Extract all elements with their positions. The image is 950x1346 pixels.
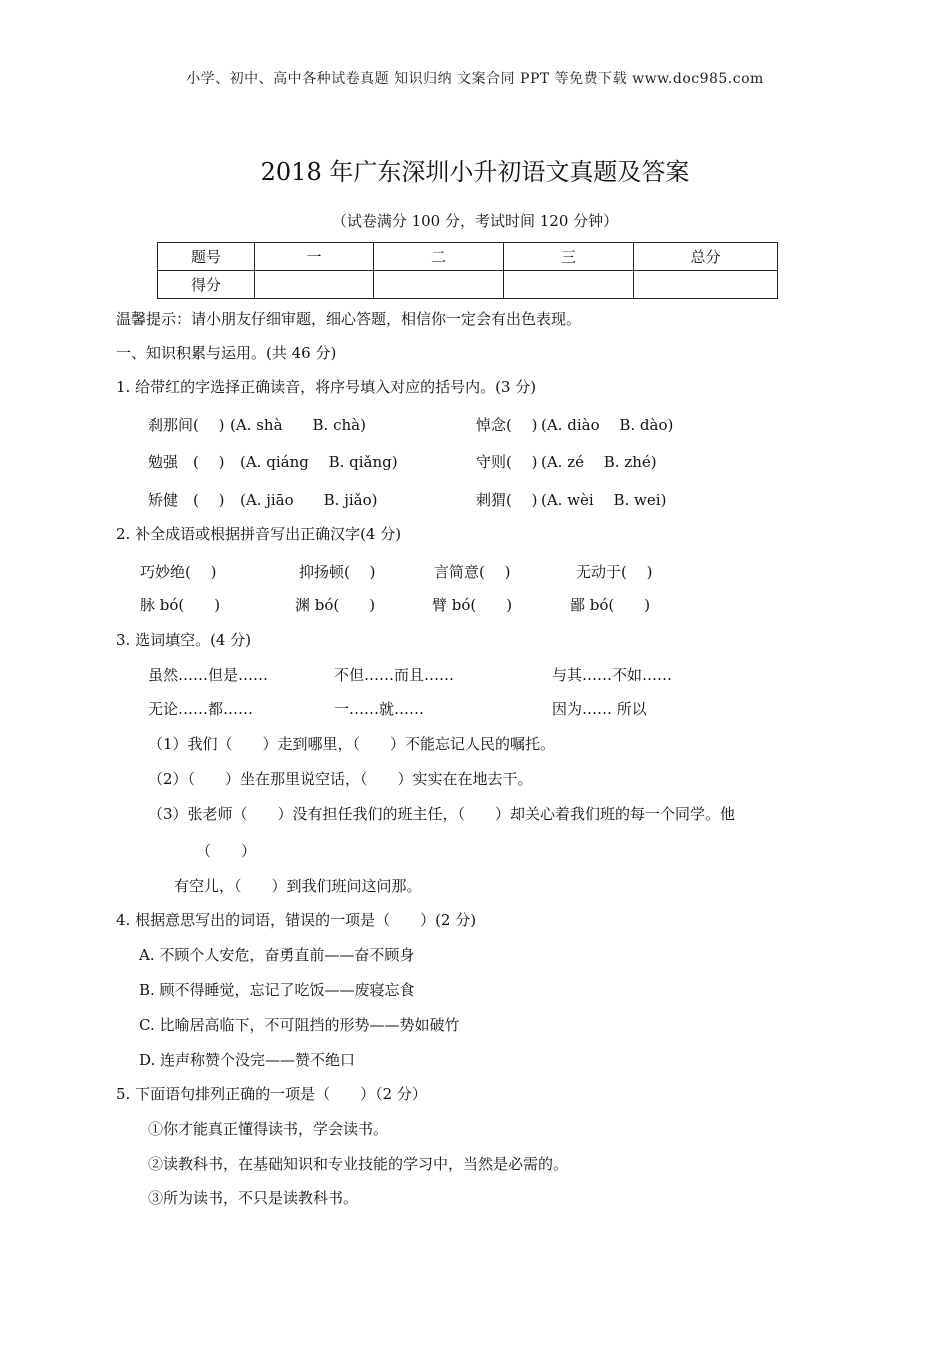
q5-line: ②读教科书，在基础知识和专业技能的学习中，当然是必需的。 [148,1155,569,1173]
q3-word-choice: 不但……而且…… [334,666,455,684]
q1-stem: 1. 给带红的字选择正确读音，将序号填入对应的括号内。(3 分) [116,378,537,396]
q2-stem: 2. 补全成语或根据拼音写出正确汉字(4 分) [116,525,402,543]
q2-item: 渊 bó( ) [295,596,376,614]
tip-text: 温馨提示：请小朋友仔细审题，细心答题，相信你一定会有出色表现。 [116,310,582,328]
q3-word-choice: 无论……都…… [148,700,254,718]
q2-item: 言简意( ) [434,563,511,581]
q4-option-d: D. 连声称赞个没完——赞不绝口 [139,1051,356,1069]
q2-item: 脉 bó( ) [140,596,221,614]
q3-stem: 3. 选词填空。(4 分) [116,631,252,649]
q1-item-word: 悼念( ) [476,416,538,434]
q2-item: 臂 bó( ) [432,596,513,614]
score-cell[interactable] [374,271,504,299]
exam-title: 2018 年广东深圳小升初语文真题及答案 [260,158,690,186]
q4-stem: 4. 根据意思写出的词语，错误的一项是（ ）(2 分) [116,911,477,929]
q1-item-options: (A. diào B. dào) [541,416,674,434]
table-cell: 二 [374,243,504,271]
q3-sentence: 有空儿，（ ）到我们班问这问那。 [174,877,422,895]
table-cell: 三 [504,243,634,271]
q1-item-options: (A. wèi B. wei) [541,491,667,509]
section1-heading: 一、知识积累与运用。(共 46 分) [116,344,337,362]
q5-stem: 5. 下面语句排列正确的一项是（ ）（2 分） [116,1085,427,1103]
table-cell: 得分 [158,271,255,299]
q3-sentence-blank: （ ） [196,842,257,860]
q5-line: ①你才能真正懂得读书，学会读书。 [148,1120,389,1138]
q4-option-a: A. 不顾个人安危，奋勇直前——奋不顾身 [139,946,415,964]
q1-item-word: 刹那间( ) [148,416,225,434]
q4-option-b: B. 顾不得睡觉，忘记了吃饭——废寝忘食 [139,981,415,999]
exam-subtitle: （试卷满分 100 分，考试时间 120 分钟） [331,212,619,230]
q5-line: ③所为读书，不只是读教科书。 [148,1189,359,1207]
q3-sentence: （1）我们（ ）走到哪里，（ ）不能忘记人民的嘱托。 [148,735,556,753]
q4-option-c: C. 比喻居高临下，不可阻挡的形势——势如破竹 [139,1016,460,1034]
q3-word-choice: 一……就…… [334,700,425,718]
score-cell[interactable] [504,271,634,299]
q1-item-options: (A. shà B. chà) [230,416,366,434]
score-table [157,242,778,299]
q2-item: 抑扬顿( ) [299,563,376,581]
q1-item-options: (A. jiāo B. jiǎo) [240,491,378,509]
q2-item: 巧妙绝( ) [140,563,217,581]
page-header: 小学、初中、高中各种试卷真题 知识归纳 文案合同 PPT 等免费下载 www.doc985.com [186,71,764,87]
q1-item-options: (A. zé B. zhé) [541,453,657,471]
table-cell: 题号 [158,243,255,271]
table-cell: 一 [255,243,374,271]
q3-word-choice: 与其……不如…… [552,666,673,684]
q3-sentence: （3）张老师（ ）没有担任我们的班主任，（ ）却关心着我们班的每一个同学。他 [148,805,736,823]
score-cell[interactable] [634,271,778,299]
table-cell: 总分 [634,243,778,271]
score-table-score-row [158,271,778,299]
q1-item-word: 守则( ) [476,453,538,471]
q3-sentence: （2）（ ）坐在那里说空话，（ ）实实在在地去干。 [148,770,533,788]
q2-item: 无动于( ) [576,563,653,581]
q1-item-word: 勉强 ( ) [148,453,225,471]
q3-word-choice: 因为…… 所以 [552,700,647,718]
q3-word-choice: 虽然……但是…… [148,666,269,684]
q1-item-word: 矫健 ( ) [148,491,225,509]
q2-item: 鄙 bó( ) [570,596,651,614]
score-table-header-row [158,243,778,271]
score-cell[interactable] [255,271,374,299]
q1-item-options: (A. qiáng B. qiǎng) [240,453,398,471]
q1-item-word: 刺猬( ) [476,491,538,509]
